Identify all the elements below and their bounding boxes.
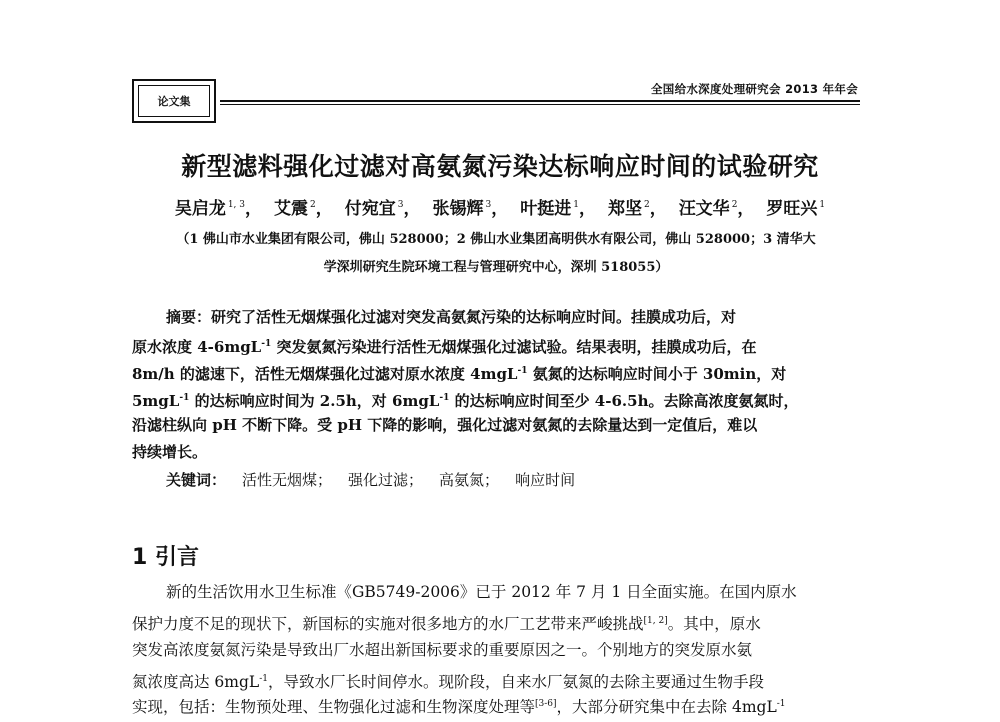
author: 罗旺兴 $^1$ bbox=[766, 199, 826, 219]
keywords bbox=[166, 469, 575, 490]
affiliation-line-2: 学深圳研究生院环境工程与管理研究中心，深圳 518055） bbox=[323, 260, 669, 275]
author-list bbox=[0, 194, 1000, 219]
header-rule-thin bbox=[220, 104, 860, 105]
section-tag-box bbox=[132, 79, 216, 123]
body-line: 新的生活饮用水卫生标准《GB5749-2006》已于 2012 年 7 月 1 日全面实施。在国内原水 bbox=[166, 583, 797, 601]
conference-name: 全国给水深度处理研究会 2013 年年会 bbox=[650, 82, 858, 96]
keywords-label: 关键词： bbox=[166, 471, 227, 489]
paper-title: 新型滤料强化过滤对高氨氮污染达标响应时间的试验研究 bbox=[181, 152, 819, 181]
author: 叶挺进 $^1$， bbox=[520, 199, 596, 219]
abstract-line: 8m/h 的滤速下，活性无烟煤强化过滤对原水浓度 4mgL$^{-1}$ 氨氮的达标响应时间小于 30min，对 bbox=[132, 365, 787, 383]
author: 汪文华 $^2$， bbox=[678, 199, 755, 219]
body-line: 保护力度不足的现状下，新国标的实施对很多地方的水厂工艺带来严峻挑战[1, 2]。其中，原水 bbox=[132, 615, 761, 634]
abstract-label: 摘要： bbox=[166, 308, 212, 326]
body-line: 氮浓度高达 6mgL$^{-1}$，导致水厂长时间停水。现阶段，自来水厂氨氮的去除主要通过生物手段 bbox=[132, 673, 764, 692]
author: 艾震 $^2$， bbox=[274, 199, 333, 219]
header-rule bbox=[220, 100, 860, 102]
keyword: 高氨氮； bbox=[439, 471, 500, 489]
author: 吴启龙 $^{1, 3}$， bbox=[174, 199, 263, 219]
citation: [1, 2] bbox=[643, 616, 668, 626]
body-line: 突发高浓度氨氮污染是导致出厂水超出新国标要求的重要原因之一。个别地方的突发原水氨 bbox=[132, 641, 753, 659]
author: 张锡辉 $^3$， bbox=[432, 199, 509, 219]
abstract-line: 持续增长。 bbox=[132, 443, 208, 461]
keyword: 强化过滤； bbox=[348, 471, 424, 489]
keyword: 响应时间 bbox=[515, 471, 576, 489]
abstract-line: 沿滤柱纵向 pH 不断下降。受 pH 下降的影响，强化过滤对氨氮的去除量达到一定值后，难以 bbox=[132, 416, 758, 434]
abstract-line: 原水浓度 4-6mgL$^{-1}$ 突发氨氮污染进行活性无烟煤强化过滤试验。结果表明，挂膜成功后，在 bbox=[132, 338, 757, 356]
abstract-line: 摘要：研究了活性无烟煤强化过滤对突发高氨氮污染的达标响应时间。挂膜成功后，对 bbox=[166, 308, 737, 326]
section-heading: 1 引言 bbox=[132, 545, 199, 570]
author: 郑坚 $^2$， bbox=[607, 199, 667, 219]
body-line: 实现，包括：生物预处理、生物强化过滤和生物深度处理等[3-6]，大部分研究集中在去除 4mgL$^{-1}$ bbox=[132, 698, 786, 717]
author: 付宛宜 $^3$， bbox=[344, 199, 421, 219]
keyword: 活性无烟煤； bbox=[242, 471, 333, 489]
section-tag: 论文集 bbox=[138, 85, 210, 117]
abstract-line: 5mgL$^{-1}$ 的达标响应时间为 2.5h，对 6mgL$^{-1}$ 的达标响应时间至少 4-6.5h。去除高浓度氨氮时， bbox=[132, 392, 799, 410]
affiliation-line-1: （1 佛山市水业集团有限公司，佛山 528000；2 佛山水业集团高明供水有限公司，佛山 528000；3 清华大 bbox=[176, 232, 816, 247]
citation: [3-6] bbox=[535, 699, 557, 709]
